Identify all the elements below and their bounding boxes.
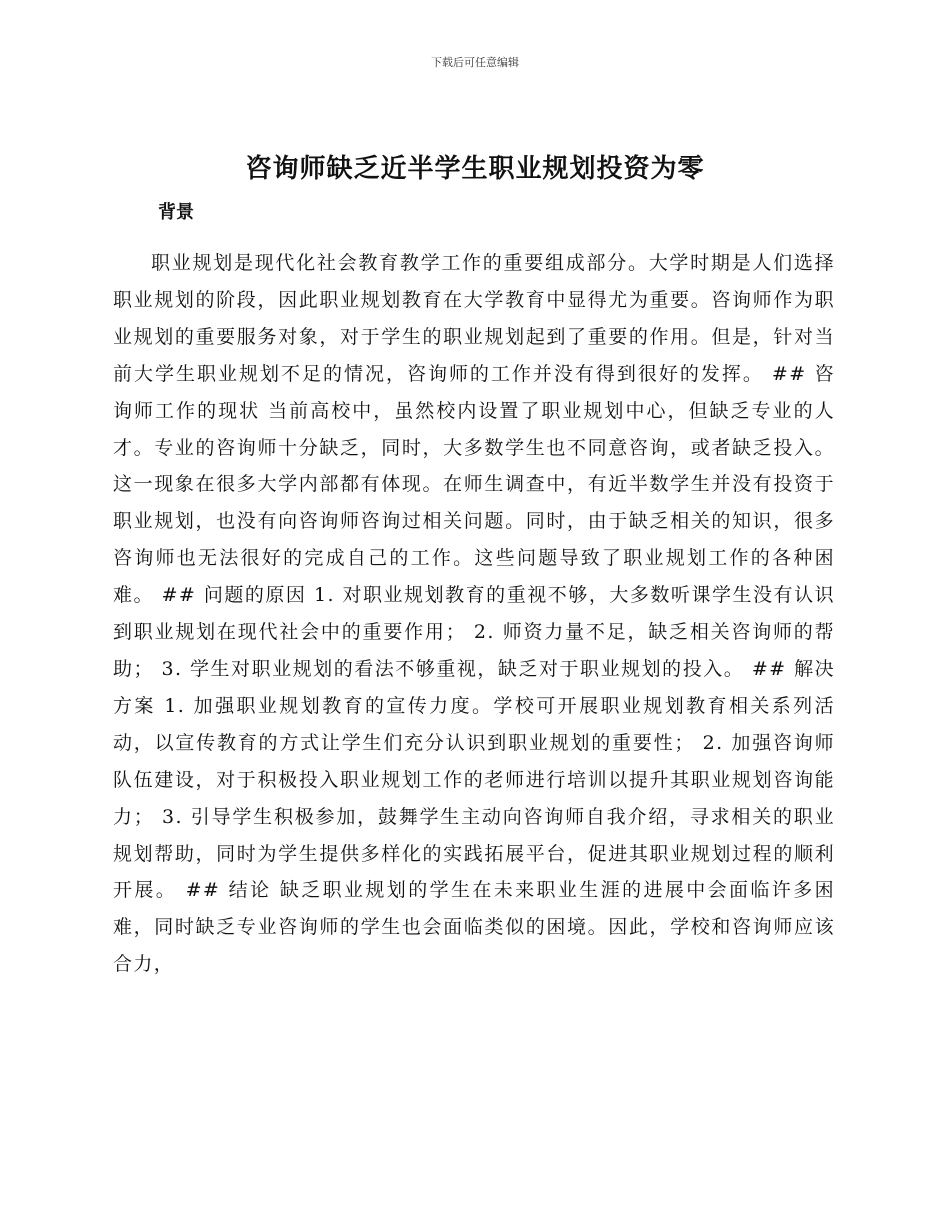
header-note: 下载后可任意编辑 [431, 56, 519, 69]
body-paragraph: 职业规划是现代化社会教育教学工作的重要组成部分。大学时期是人们选择职业规划的阶段，因此职业规划教育在大学教育中显得尤为重要。咨询师作为职业规划的重要服务对象，对于学生的职业规划起到了重要的作用。但是，针对当前大学生职业规划不足的情况，咨询师的工作并没有得到很好的发挥。 ## 咨询师工作的现状 当前高校中，虽然校内设置了职业规划中心，但缺乏专业的人才。专业的咨询师十分缺乏，同时，大多数学生也不同意咨询，或者缺乏投入。这一现象在很多大学内部都有体现。在师生调查中，有近半数学生并没有投资于职业规划，也没有向咨询师咨询过相关问题。同时，由于缺乏相关的知识，很多咨询师也无法很好的完成自己的工作。这些问题导致了职业规划工作的各种困难。 ## 问题的原因 1. 对职业规划教育的重视不够，大多数听课学生没有认识到职业规划在现代社会中的重要作用； 2. 师资力量不足，缺乏相关咨询师的帮助； 3. 学生对职业规划的看法不够重视，缺乏对于职业规划的投入。 ## 解决方案 1. 加强职业规划教育的宣传力度。学校可开展职业规划教育相关系列活动，以宣传教育的方式让学生们充分认识到职业规划的重要性； 2. 加强咨询师队伍建设，对于积极投入职业规划工作的老师进行培训以提升其职业规划咨询能力； 3. 引导学生积极参加，鼓舞学生主动向咨询师自我介绍，寻求相关的职业规划帮助，同时为学生提供多样化的实践拓展平台，促进其职业规划过程的顺利开展。 ## 结论 缺乏职业规划的学生在未来职业生涯的进展中会面临许多困难，同时缺乏专业咨询师的学生也会面临类似的困境。因此，学校和咨询师应该合力， [113, 252, 835, 976]
document-title: 咨询师缺乏近半学生职业规划投资为零 [245, 154, 705, 184]
section-heading-background: 背景 [158, 202, 194, 223]
